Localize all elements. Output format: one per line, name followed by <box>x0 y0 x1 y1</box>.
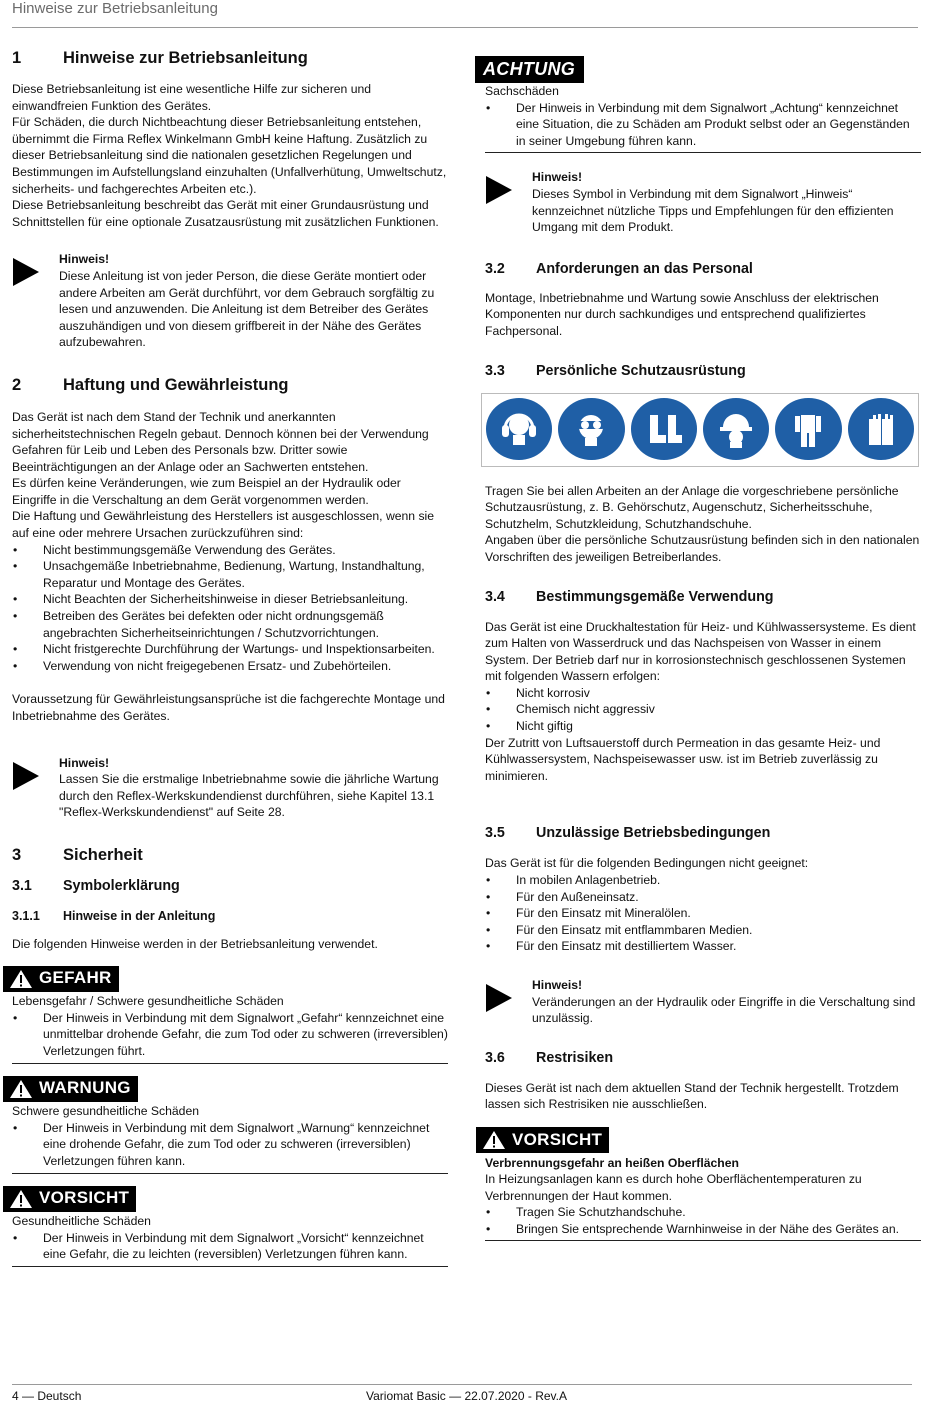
hint-note <box>12 755 448 821</box>
paragraph: Diese Betriebsanleitung beschreibt das Gerät mit einer Grundausrüstung und Schnittstellen für eine optionale Zusatzausrüstung mit zusätzlichen Funktionen. <box>12 198 439 229</box>
section-number: 1 <box>12 49 22 67</box>
hint-text: Lassen Sie die erstmalige Inbetriebnahme sowie die jährliche Wartung durch den Reflex-Werkskundendienst durchführen, siehe Kapitel 13.1 "Reflex-Werkskundendienst" auf Seite 28. <box>59 772 439 820</box>
signal-subtitle: Gesundheitliche Schäden <box>12 1214 151 1229</box>
list-item: • Nicht fristgerechte Durchführung der Wartungs- und Inspektionsarbeiten. <box>12 641 448 658</box>
list-item: • Nicht bestimmungsgemäße Verwendung des Gerätes. <box>12 542 448 559</box>
paragraph: Das Gerät ist nach dem Stand der Technik und anerkannten sicherheitstechnischen Regeln gebaut. Dennoch können bei der Verwendung Gefahren für Leib und Leben des Personals bzw. Dritter sowie Beeinträchtigungen an der Anlage oder an Sachwerten entstehen. <box>12 409 429 474</box>
section-3-6-heading <box>485 1049 921 1067</box>
section-3-5-heading <box>485 824 921 842</box>
list-item: • Tragen Sie Schutzhandschuhe. <box>485 1204 921 1221</box>
achtung-block <box>485 56 921 153</box>
ear-protection-icon <box>486 398 552 460</box>
warnung-label: WARNUNG <box>3 1076 138 1102</box>
paragraph: Voraussetzung für Gewährleistungsansprüche ist die fachgerechte Montage und Inbetriebnahme des Gerätes. <box>12 692 445 723</box>
paragraph: Angaben über die persönliche Schutzausrüstung befinden sich in den nationalen Vorschriften des jeweiligen Betreiberlandes. <box>485 533 920 564</box>
section-3-heading <box>12 845 448 865</box>
list-item: • Für den Einsatz mit Mineralölen. <box>485 905 921 922</box>
section-3-3-heading <box>485 362 921 380</box>
hint-note <box>485 977 921 1027</box>
right-column <box>485 56 921 1241</box>
section-number: 2 <box>12 375 22 394</box>
safety-boots-icon <box>631 398 697 460</box>
left-column <box>12 48 448 1267</box>
footer-divider <box>12 1384 912 1385</box>
list-item: • Nicht Beachten der Sicherheitshinweise in dieser Betriebsanleitung. <box>12 591 448 608</box>
vorsicht-block <box>12 1186 448 1267</box>
paragraph: Dieses Gerät ist nach dem aktuellen Stand der Technik hergestellt. Trotzdem lassen sich Restrisiken nie ausschließen. <box>485 1080 899 1112</box>
section-number: 3.1 <box>12 877 32 894</box>
hint-title: Hinweis! <box>59 252 110 267</box>
arrow-right-icon <box>486 984 512 1012</box>
gefahr-label: GEFAHR <box>3 966 119 992</box>
header-divider <box>12 27 918 28</box>
list-item: • Für den Einsatz mit destilliertem Wasser. <box>485 938 921 955</box>
gloves-icon <box>848 398 914 460</box>
paragraph: Für Schäden, die durch Nichtbeachtung dieser Betriebsanleitung entstehen, übernimmt die Firma Reflex Winkelmann GmbH keine Haftung. Zusätzlich zu dieser Betriebsanleitung sind die nationalen gesetzlichen Regelungen und Bestimmungen im Aufstellungsland einzuhalten (Unfallverhütung, Umweltschutz, sicherheits- und fachgerechtes Arbeiten etc.). <box>12 115 447 196</box>
paragraph: Die Haftung und Gewährleistung des Herstellers ist ausgeschlossen, wenn sie auf eine oder mehrere Ursachen zurückzuführen sind: <box>12 509 435 541</box>
gefahr-block <box>12 966 448 1064</box>
list-item: • Für den Außeneinsatz. <box>485 889 921 906</box>
arrow-right-icon <box>486 176 512 204</box>
section-title: Hinweise in der Anleitung <box>63 908 216 923</box>
arrow-right-icon <box>13 762 39 790</box>
hint-text: Dieses Symbol in Verbindung mit dem Signalwort „Hinweis“ kennzeichnet nützliche Tipps und Empfehlungen für den effizienten Umgang mit dem Produkt. <box>532 186 894 235</box>
section-title: Sicherheit <box>63 845 143 864</box>
list-item: • Chemisch nicht aggressiv <box>485 701 921 718</box>
list-item: • Der Hinweis in Verbindung mit dem Signalwort „Gefahr“ kennzeichnet eine unmittelbar drohende Gefahr, die zum Tod oder zu schweren (irreversiblen) Verletzungen führt. <box>12 1010 448 1060</box>
section-title: Symbolerklärung <box>63 877 180 894</box>
warning-triangle-icon <box>9 969 33 989</box>
paragraph: Das Gerät ist eine Druckhaltestation für Heiz- und Kühlwassersysteme. Es dient zum Halten von Wasserdruck und das Nachspeisen von Wasser in einem System. Der Betrieb darf nur in korrosionstechnisch geschlossenen Systemen mit folgenden Wassern erfolgen: <box>485 619 916 684</box>
section-2-heading <box>12 375 448 395</box>
hint-text: Diese Anleitung ist von jeder Person, die diese Geräte montiert oder andere Arbeiten am Gerät durchführt, vor dem Gebrauch sorgfältig zu lesen und anzuwenden. Die Anleitung ist dem Betreiber des Gerätes auszuhändigen und von diesem griffbereit in der Nähe des Gerätes aufzubewahren. <box>59 268 435 350</box>
water-list <box>485 685 921 735</box>
section-number: 3.5 <box>485 825 505 842</box>
list-item: • Verwendung von nicht freigegebenen Ersatz- und Zubehörteilen. <box>12 658 448 675</box>
warning-triangle-icon <box>9 1079 33 1099</box>
running-header: Hinweise zur Betriebsanleitung <box>12 0 218 17</box>
liability-list <box>12 542 448 675</box>
section-title: Restrisiken <box>536 1049 614 1066</box>
list-item: • In mobilen Anlagenbetrieb. <box>485 872 921 889</box>
vorsicht-label: VORSICHT <box>476 1127 609 1153</box>
section-3-1-1-heading <box>12 908 448 924</box>
section-1-heading <box>12 48 448 68</box>
paragraph: Tragen Sie bei allen Arbeiten an der Anlage die vorgeschriebene persönliche Schutzausrüstung, z. B. Gehörschutz, Augenschutz, Sicherheitsschuhe, Schutzhelm, Schutzkleidung, Schutzhandschuhe. <box>485 483 899 531</box>
list-item: • Betreiben des Gerätes bei defekten oder nicht ordnungsgemäß angebrachten Sicherheitseinrichtungen / Schutzvorrichtungen. <box>12 608 448 641</box>
paragraph: Das Gerät ist für die folgenden Bedingungen nicht geeignet: <box>485 856 809 871</box>
achtung-label: ACHTUNG <box>475 56 584 83</box>
list-item: • Unsachgemäße Inbetriebnahme, Bedienung, Wartung, Instandhaltung, Reparatur und Montage des Gerätes. <box>12 558 448 591</box>
ppe-icon-strip <box>481 393 919 467</box>
hint-title: Hinweis! <box>532 978 583 992</box>
warning-triangle-icon <box>482 1130 506 1150</box>
eye-protection-icon <box>558 398 624 460</box>
list-item: • Bringen Sie entsprechende Warnhinweise in der Nähe des Gerätes an. <box>485 1221 921 1238</box>
list-item: • Nicht giftig <box>485 718 921 735</box>
section-title: Anforderungen an das Personal <box>536 260 753 277</box>
protective-clothing-icon <box>775 398 841 460</box>
paragraph: Die folgenden Hinweise werden in der Betriebsanleitung verwendet. <box>12 936 378 951</box>
helmet-icon <box>703 398 769 460</box>
signal-subtitle: Sachschäden <box>485 84 559 98</box>
hint-note <box>12 251 448 351</box>
vorsicht-burn-block <box>485 1127 921 1241</box>
section-title: Bestimmungsgemäße Verwendung <box>536 588 774 605</box>
section-number: 3 <box>12 845 22 864</box>
signal-subtitle: Lebensgefahr / Schwere gesundheitliche Schäden <box>12 994 284 1009</box>
paragraph: Es dürfen keine Veränderungen, wie zum Beispiel an der Hydraulik oder Eingriffe in die Verschaltung an dem Gerät vorgenommen werden. <box>12 476 401 507</box>
hint-text: Veränderungen an der Hydraulik oder Eingriffe in die Verschaltung sind unzulässig. <box>532 994 916 1026</box>
section-3-2-heading <box>485 260 921 278</box>
warning-triangle-icon <box>9 1189 33 1209</box>
list-item: • Für den Einsatz mit entflammbaren Medien. <box>485 922 921 939</box>
section-title: Hinweise zur Betriebsanleitung <box>63 49 308 67</box>
list-item: • Nicht korrosiv <box>485 685 921 702</box>
hint-title: Hinweis! <box>59 755 110 770</box>
warnung-block <box>12 1076 448 1174</box>
paragraph: Der Zutritt von Luftsauerstoff durch Permeation in das gesamte Heiz- und Kühlwassersystem, Nachspeisewasser usw. ist im Betrieb zuverlässig zu minimieren. <box>485 735 881 783</box>
section-number: 3.3 <box>485 362 505 379</box>
paragraph: Diese Betriebsanleitung ist eine wesentliche Hilfe zur sicheren und einwandfreien Funktion des Gerätes. <box>12 82 372 113</box>
footer-document-info: Variomat Basic — 22.07.2020 - Rev.A <box>366 1389 567 1403</box>
section-title: Persönliche Schutzausrüstung <box>536 362 746 379</box>
section-number: 3.1.1 <box>12 908 40 923</box>
list-item: • Der Hinweis in Verbindung mit dem Signalwort „Achtung“ kennzeichnet eine Situation, die zu Schäden am Produkt selbst oder an Gegenständen in seiner Umgebung führen kann. <box>485 100 921 150</box>
section-number: 3.2 <box>485 260 505 277</box>
paragraph: In Heizungsanlagen kann es durch hohe Oberflächentemperaturen zu Verbrennungen der Haut kommen. <box>485 1172 862 1203</box>
signal-subtitle: Verbrennungsgefahr an heißen Oberflächen <box>485 1155 739 1170</box>
list-item: • Der Hinweis in Verbindung mit dem Signalwort „Warnung“ kennzeichnet eine drohende Gefahr, die zum Tod oder zu schweren (irreversiblen) Verletzungen führen kann. <box>12 1120 448 1170</box>
section-title: Unzulässige Betriebsbedingungen <box>536 825 771 842</box>
section-number: 3.4 <box>485 588 505 605</box>
conditions-list <box>485 872 921 955</box>
list-item: • Der Hinweis in Verbindung mit dem Signalwort „Vorsicht“ kennzeichnet eine Gefahr, die zu leichten (reversiblen) Verletzungen führen kann. <box>12 1230 448 1263</box>
section-number: 3.6 <box>485 1049 505 1066</box>
section-3-1-heading <box>12 877 448 895</box>
paragraph: Montage, Inbetriebnahme und Wartung sowie Anschluss der elektrischen Komponenten nur durch sachkundiges und entsprechend qualifiziertes Fachpersonal. <box>485 290 879 338</box>
signal-subtitle: Schwere gesundheitliche Schäden <box>12 1104 200 1119</box>
hint-title: Hinweis! <box>532 170 583 185</box>
arrow-right-icon <box>13 258 39 286</box>
hint-note <box>485 169 921 235</box>
section-3-4-heading <box>485 588 921 606</box>
section-title: Haftung und Gewährleistung <box>63 375 289 394</box>
footer-page-language: 4 — Deutsch <box>12 1389 82 1403</box>
vorsicht-label: VORSICHT <box>3 1186 136 1212</box>
